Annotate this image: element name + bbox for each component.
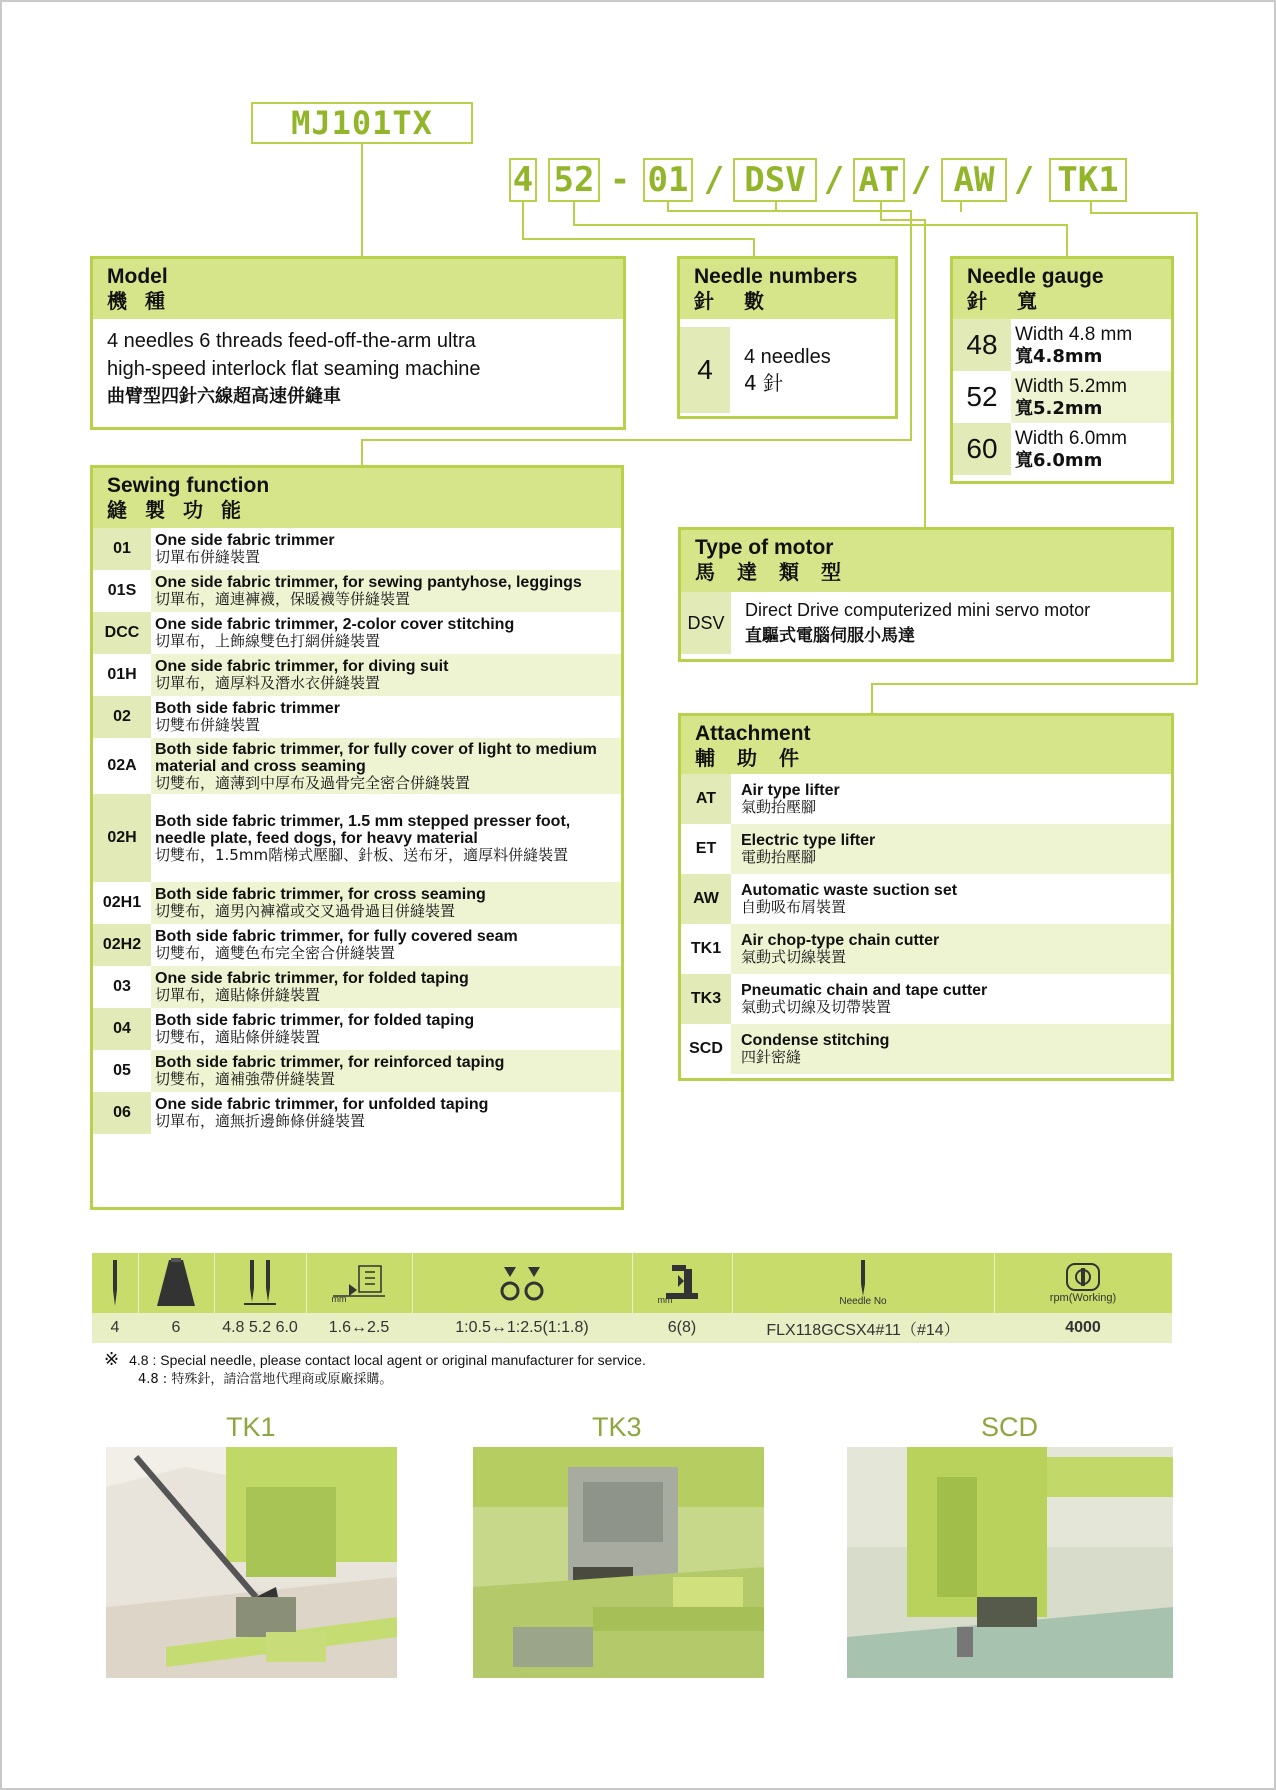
spec-value-differential: 1:0.5↔1:2.5(1:1.8) — [455, 1319, 589, 1336]
sewing-function-desc-zh: 切單布，適連褲襪，保暖襪等併縫裝置 — [155, 590, 411, 608]
motor-desc — [731, 592, 1171, 654]
attachment-code: AW — [681, 874, 731, 924]
attachment-title: Attachment — [695, 722, 811, 745]
note-zh: 4.8 : 特殊針，請洽當地代理商或原廠採購。 — [138, 1372, 393, 1387]
spec-value-needles: 4 — [110, 1319, 120, 1336]
needle-gauge-icon — [240, 1260, 280, 1306]
code-part-motor: DSV — [733, 158, 817, 202]
needle-gauge-row — [953, 319, 1171, 371]
needle-gauge-desc-en: Width 6.0mm — [1015, 428, 1127, 449]
attachment-desc — [731, 874, 1171, 924]
needle-gauge-desc — [1011, 319, 1171, 371]
sewing-function-row — [93, 1050, 621, 1092]
sewing-function-row — [93, 794, 621, 882]
sewing-function-desc-zh: 切單布，上飾線雙色打網併縫裝置 — [155, 632, 381, 650]
sewing-function-desc — [151, 1008, 621, 1050]
code-part-attachment-1: AT — [853, 158, 905, 202]
attachment-desc — [731, 924, 1171, 974]
rpm-icon — [1065, 1262, 1101, 1292]
spec-value-gauge: 4.8 5.2 6.0 — [222, 1319, 298, 1336]
needle-numbers-desc-zh: 4 針 — [744, 371, 784, 395]
attachment-row — [681, 924, 1171, 974]
needle-gauge-row — [953, 371, 1171, 423]
connector-line — [880, 219, 925, 221]
connector-line — [361, 439, 912, 441]
sewing-function-row — [93, 654, 621, 696]
model-header — [93, 259, 623, 319]
attachment-desc — [731, 824, 1171, 874]
connector-line — [1066, 224, 1068, 256]
attachment-list — [681, 774, 1171, 1074]
sewing-function-desc-en: One side fabric trimmer, 2-color cover stitching — [155, 616, 515, 633]
sewing-function-code: 01H — [93, 654, 151, 696]
model-code-box — [251, 102, 473, 144]
code-part-gauge: 52 — [548, 158, 600, 202]
spec-value-rpm: 4000 — [1065, 1319, 1101, 1336]
attachment-box — [678, 713, 1174, 1081]
sewing-function-row — [93, 1092, 621, 1134]
attachment-desc-zh: 氣動式切線裝置 — [741, 948, 847, 966]
sewing-function-desc — [151, 794, 621, 882]
photo-caption-scd: SCD — [981, 1412, 1039, 1442]
spec-cell — [92, 1253, 139, 1313]
motor-title-zh: 馬達類型 — [695, 560, 863, 584]
needle-numbers-desc — [730, 327, 895, 413]
sewing-function-desc — [151, 570, 621, 612]
connector-line — [522, 238, 754, 240]
model-description — [93, 319, 623, 419]
spec-unit-mm: mm — [657, 1295, 673, 1305]
needle-gauge-title-zh: 針寬 — [967, 289, 1067, 313]
code-part-needles: 4 — [509, 158, 537, 202]
note-en-line — [104, 1350, 1164, 1370]
model-desc-line2: high-speed interlock flat seaming machine — [107, 358, 481, 380]
attachment-code: ET — [681, 824, 731, 874]
sewing-function-row — [93, 1008, 621, 1050]
connector-line — [573, 224, 1067, 226]
motor-header — [681, 530, 1171, 592]
sewing-function-code: 04 — [93, 1008, 151, 1050]
sewing-function-box — [90, 465, 624, 1210]
sewing-function-desc-en: Both side fabric trimmer, for cross seaming — [155, 886, 486, 903]
spec-cell — [138, 1253, 215, 1313]
attachment-desc-en: Pneumatic chain and tape cutter — [741, 982, 988, 999]
spec-cell — [214, 1253, 307, 1313]
sewing-function-code: 02A — [93, 738, 151, 794]
needle-gauge-desc-en: Width 5.2mm — [1015, 376, 1127, 397]
attachment-desc-zh: 自動吸布屑裝置 — [741, 898, 847, 916]
sewing-machine-photo — [847, 1447, 1173, 1678]
needle-no-icon — [856, 1260, 870, 1296]
sewing-function-desc-en: One side fabric trimmer, for sewing pantyhose, leggings — [155, 574, 582, 591]
sewing-function-desc-en: One side fabric trimmer, for folded taping — [155, 970, 469, 987]
attachment-desc-zh: 電動抬壓腳 — [741, 848, 817, 866]
differential-feed-icon — [496, 1263, 548, 1303]
attachment-desc — [731, 974, 1171, 1024]
attachment-desc-en: Electric type lifter — [741, 832, 876, 849]
sewing-function-title: Sewing function — [107, 474, 270, 497]
sewing-function-desc-zh: 切雙布併縫裝置 — [155, 716, 261, 734]
motor-desc-zh: 直驅式電腦伺服小馬達 — [745, 626, 915, 646]
photo-scd — [847, 1447, 1173, 1678]
attachment-desc-zh: 氣動式切線及切帶裝置 — [741, 998, 892, 1016]
attachment-header — [681, 716, 1171, 774]
sewing-function-desc-zh: 切雙布，適薄到中厚布及過骨完全密合併縫裝置 — [155, 773, 471, 792]
needle-gauge-code: 52 — [953, 371, 1011, 423]
sewing-function-code: 02H2 — [93, 924, 151, 966]
model-title: Model — [107, 265, 168, 288]
sewing-function-desc — [151, 1092, 621, 1134]
model-box — [90, 256, 626, 430]
sewing-function-desc-zh: 切單布，適無折邊飾條併縫裝置 — [155, 1112, 366, 1130]
sewing-function-row — [93, 696, 621, 738]
sewing-function-desc — [151, 738, 621, 794]
sewing-function-row — [93, 570, 621, 612]
attachment-title-zh: 輔助件 — [695, 746, 821, 770]
attachment-row — [681, 774, 1171, 824]
needle-numbers-title-zh: 針數 — [694, 289, 794, 313]
connector-line — [573, 202, 575, 224]
motor-code: DSV — [681, 592, 731, 654]
sewing-function-desc-zh: 切單布，適貼條併縫裝置 — [155, 986, 321, 1004]
photo-caption-tk1: TK1 — [226, 1412, 276, 1442]
needle-gauge-desc-zh: 寬5.2mm — [1015, 398, 1103, 419]
connector-line — [753, 238, 755, 256]
needle-gauge-desc — [1011, 423, 1171, 475]
connector-line — [667, 210, 911, 212]
connector-line — [1090, 212, 1198, 214]
connector-line — [871, 683, 1198, 685]
sewing-function-row — [93, 924, 621, 966]
connector-line — [960, 202, 962, 212]
needle-numbers-row — [680, 327, 895, 413]
needle-numbers-header — [680, 259, 895, 319]
sewing-function-desc — [151, 1050, 621, 1092]
sewing-function-row — [93, 738, 621, 794]
code-separator-dash: - — [609, 160, 631, 200]
sewing-function-desc-zh: 切雙布，適貼條併縫裝置 — [155, 1028, 321, 1046]
spec-value-threads: 6 — [171, 1319, 181, 1336]
sewing-machine-photo — [473, 1447, 764, 1678]
sewing-function-desc-zh: 切單布併縫裝置 — [155, 548, 261, 566]
sewing-function-code: 02H1 — [93, 882, 151, 924]
attachment-desc-en: Condense stitching — [741, 1032, 890, 1049]
sewing-function-code: 05 — [93, 1050, 151, 1092]
attachment-desc-en: Automatic waste suction set — [741, 882, 958, 899]
spec-label-needle-no: Needle No — [839, 1295, 887, 1307]
sewing-function-desc — [151, 882, 621, 924]
connector-line — [880, 202, 882, 220]
note — [104, 1350, 1164, 1389]
sewing-machine-photo — [106, 1447, 397, 1678]
sewing-function-desc-zh: 切雙布，1.5mm階梯式壓腳、針板、送布牙，適厚料併縫裝置 — [155, 845, 569, 864]
sewing-function-desc-en: Both side fabric trimmer — [155, 700, 340, 717]
photo-tk1 — [106, 1447, 397, 1678]
sewing-function-desc-en: One side fabric trimmer, for diving suit — [155, 658, 449, 675]
motor-desc-en: Direct Drive computerized mini servo motor — [745, 600, 1091, 620]
sewing-function-desc-en: Both side fabric trimmer, for fully cover of light to medium material and cross seaming — [155, 740, 597, 775]
needle-gauge-title: Needle gauge — [967, 265, 1104, 288]
code-separator-slash: / — [823, 160, 845, 200]
connector-line — [1090, 202, 1092, 212]
needle-numbers-code: 4 — [680, 327, 730, 413]
spec-label-rpm: rpm(Working) — [1049, 1292, 1117, 1304]
connector-line — [667, 202, 669, 210]
sewing-function-code: DCC — [93, 612, 151, 654]
needle-gauge-desc-en: Width 4.8 mm — [1015, 324, 1133, 345]
sewing-function-list — [93, 528, 621, 1134]
spec-values-row — [92, 1313, 1172, 1343]
code-part-attachment-2: AW — [941, 158, 1007, 202]
attachment-desc — [731, 1024, 1171, 1074]
code-separator-slash: / — [703, 160, 725, 200]
sewing-function-code: 02 — [93, 696, 151, 738]
attachment-row — [681, 874, 1171, 924]
connector-line — [910, 210, 912, 440]
motor-box — [678, 527, 1174, 662]
sewing-function-desc-en: Both side fabric trimmer, for reinforced taping — [155, 1054, 505, 1071]
spec-icon-bar — [92, 1253, 1172, 1313]
needle-numbers-title: Needle numbers — [694, 265, 858, 288]
needle-gauge-desc-zh: 寬4.8mm — [1015, 346, 1103, 367]
attachment-row — [681, 974, 1171, 1024]
model-title-zh: 機種 — [107, 289, 183, 313]
sewing-function-desc — [151, 654, 621, 696]
sewing-function-code: 03 — [93, 966, 151, 1008]
model-code: MJ101TX — [291, 104, 433, 142]
photo-tk3 — [473, 1447, 764, 1678]
spec-value-presser-lift: 6(8) — [667, 1319, 697, 1336]
sewing-function-desc — [151, 924, 621, 966]
connector-line — [871, 683, 873, 713]
sewing-function-desc — [151, 696, 621, 738]
sewing-function-desc-zh: 切單布，適厚料及潛水衣併縫裝置 — [155, 674, 381, 692]
needle-gauge-desc-zh: 寬6.0mm — [1015, 450, 1103, 471]
model-desc-zh: 曲臂型四針六線超高速併縫車 — [107, 386, 341, 407]
connector-line — [361, 144, 363, 256]
attachment-row — [681, 824, 1171, 874]
spec-cell — [732, 1253, 995, 1313]
sewing-function-row — [93, 966, 621, 1008]
attachment-code: TK3 — [681, 974, 731, 1024]
attachment-desc-zh: 氣動抬壓腳 — [741, 798, 817, 816]
spec-value-needle-no: FLX118GCSX4#11（#14） — [766, 1321, 960, 1339]
sewing-function-code: 01 — [93, 528, 151, 570]
spec-cell — [412, 1253, 633, 1313]
attachment-desc-en: Air chop-type chain cutter — [741, 932, 940, 949]
sewing-function-desc — [151, 528, 621, 570]
connector-line — [924, 219, 926, 527]
needle-numbers-desc-en: 4 needles — [744, 346, 831, 368]
sewing-function-desc-zh: 切雙布，適雙色布完全密合併縫裝置 — [155, 944, 396, 962]
attachment-desc-zh: 四針密縫 — [741, 1048, 802, 1066]
sewing-function-header — [93, 468, 621, 528]
motor-row — [681, 592, 1171, 654]
sewing-function-desc-en: Both side fabric trimmer, 1.5 mm stepped presser foot, needle plate, feed dogs, for heavy material — [155, 812, 571, 847]
connector-line — [522, 202, 524, 238]
needle-gauge-box — [950, 256, 1174, 484]
spec-cell — [306, 1253, 413, 1313]
model-desc-line1: 4 needles 6 threads feed-off-the-arm ultra — [107, 330, 476, 352]
needle-gauge-code: 60 — [953, 423, 1011, 475]
needle-gauge-header — [953, 259, 1171, 319]
needle-icon — [108, 1260, 122, 1306]
needle-gauge-code: 48 — [953, 319, 1011, 371]
attachment-code: AT — [681, 774, 731, 824]
code-part-function: 01 — [643, 158, 693, 202]
sewing-function-desc-en: One side fabric trimmer, for unfolded taping — [155, 1096, 489, 1113]
attachment-desc-en: Air type lifter — [741, 782, 840, 799]
sewing-function-title-zh: 縫製功能 — [107, 498, 259, 522]
needle-gauge-desc — [1011, 371, 1171, 423]
sewing-function-desc — [151, 612, 621, 654]
note-mark: ※ — [104, 1349, 120, 1369]
motor-title: Type of motor — [695, 536, 834, 559]
code-separator-slash: / — [910, 160, 932, 200]
spec-cell — [632, 1253, 733, 1313]
spec-cell — [994, 1253, 1172, 1313]
thread-cone-icon — [153, 1258, 199, 1308]
photo-caption-tk3: TK3 — [592, 1412, 642, 1442]
spec-value-stitch-length: 1.6↔2.5 — [328, 1319, 390, 1336]
needle-numbers-box — [677, 256, 898, 419]
needle-gauge-row — [953, 423, 1171, 475]
sewing-function-desc-en: Both side fabric trimmer, for folded taping — [155, 1012, 475, 1029]
sewing-function-row — [93, 612, 621, 654]
code-separator-slash: / — [1013, 160, 1035, 200]
sewing-function-row — [93, 528, 621, 570]
connector-line — [775, 202, 777, 210]
sewing-function-desc-en: Both side fabric trimmer, for fully covered seam — [155, 928, 518, 945]
code-part-attachment-3: TK1 — [1049, 158, 1127, 202]
sewing-function-desc-en: One side fabric trimmer — [155, 532, 335, 549]
sewing-function-code: 02H — [93, 794, 151, 882]
sewing-function-desc — [151, 966, 621, 1008]
sewing-function-desc-zh: 切雙布，適補強帶併縫裝置 — [155, 1070, 336, 1088]
connector-line — [1196, 212, 1198, 684]
sewing-function-row — [93, 882, 621, 924]
sewing-function-desc-zh: 切雙布，適男內褲襠或交叉過骨過目併縫裝置 — [155, 902, 456, 920]
note-en: 4.8 : Special needle, please contact local agent or original manufacturer for service. — [129, 1352, 646, 1368]
attachment-code: TK1 — [681, 924, 731, 974]
spec-unit-mm: mm — [331, 1294, 347, 1304]
connector-line — [361, 439, 363, 465]
sewing-function-code: 01S — [93, 570, 151, 612]
attachment-code: SCD — [681, 1024, 731, 1074]
sewing-function-code: 06 — [93, 1092, 151, 1134]
attachment-row — [681, 1024, 1171, 1074]
attachment-desc — [731, 774, 1171, 824]
